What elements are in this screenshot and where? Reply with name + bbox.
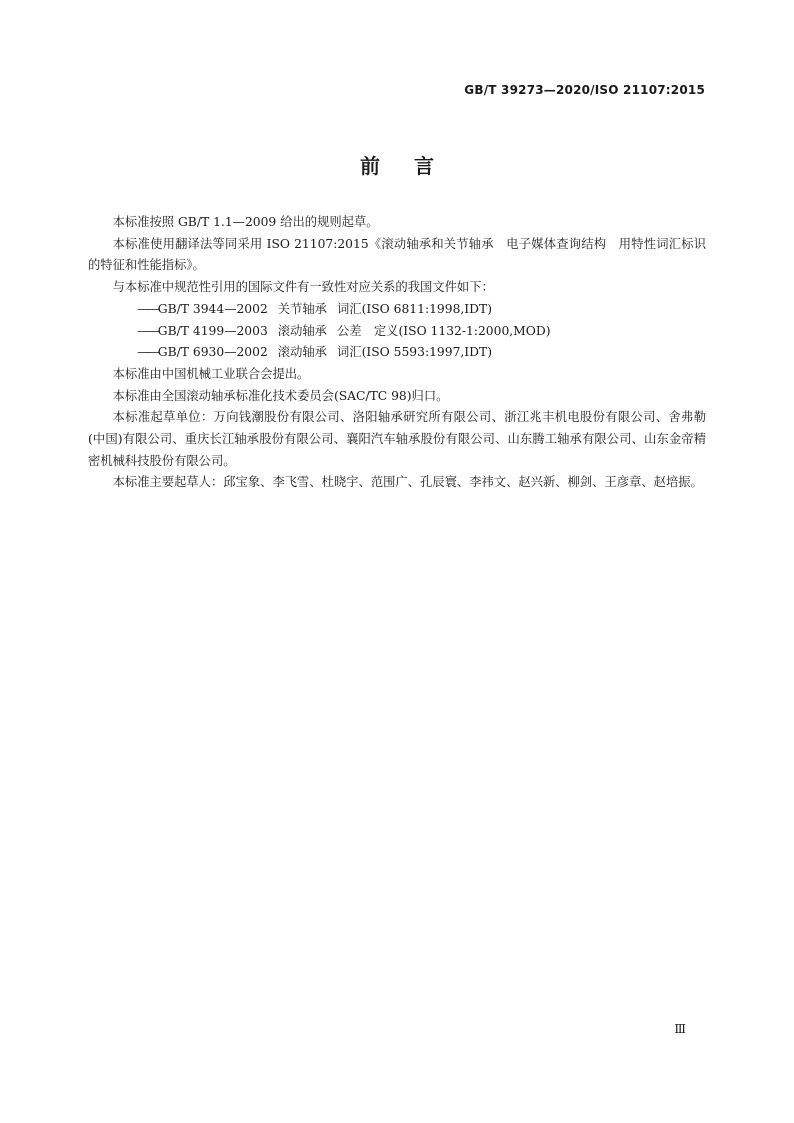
foreword-body: [88, 212, 706, 494]
reference-source: (ISO 6811:1998,IDT): [361, 301, 493, 316]
page-number: Ⅲ: [674, 1022, 686, 1036]
reference-dash: ——: [137, 301, 158, 316]
reference-source: (ISO 5593:1997,IDT): [361, 345, 493, 360]
reference-dash: ——: [137, 323, 158, 338]
reference-item: [88, 299, 706, 321]
reference-item: [88, 321, 706, 343]
paragraph-proposer: 本标准由中国机械工业联合会提出。: [112, 366, 310, 381]
reference-dash: ——: [137, 345, 158, 360]
paragraph-drafting-rules: 本标准按照 GB/T 1.1—2009 给出的规则起草。: [112, 215, 379, 229]
page-title: 前言: [360, 154, 468, 178]
reference-title-a: 关节轴承: [277, 301, 327, 316]
paragraph-drafters: 本标准主要起草人：邱宝象、李飞雪、杜晓宇、范围广、孔辰寰、李祎文、赵兴新、柳剑、王彦章、赵培振。: [112, 475, 703, 490]
paragraph-drafting-units: 本标准起草单位：万向钱潮股份有限公司、洛阳轴承研究所有限公司、浙江兆丰机电股份有限公司、舍弗勒(中国)有限公司、重庆长江轴承股份有限公司、襄阳汽车轴承股份有限公司、山东腾工轴承有限公司、山东金帝精密机械科技股份有限公司。: [88, 410, 706, 468]
paragraph-adoption: 本标准使用翻译法等同采用 ISO 21107:2015《滚动轴承和关节轴承 电子媒体查询结构 用特性词汇标识的特征和性能指标》。: [88, 236, 706, 273]
reference-code: GB/T 6930—2002: [157, 345, 268, 360]
reference-code: GB/T 3944—2002: [157, 301, 268, 316]
reference-title-b: 词汇: [336, 301, 362, 316]
paragraph-reference-intro: 与本标准中规范性引用的国际文件有一致性对应关系的我国文件如下：: [112, 280, 494, 295]
reference-title-b: 公差 定义: [336, 323, 399, 338]
reference-code: GB/T 4199—2003: [157, 323, 268, 338]
reference-source: (ISO 1132-1:2000,MOD): [398, 323, 551, 338]
reference-item: [88, 342, 706, 364]
reference-title-a: 滚动轴承: [277, 345, 327, 360]
paragraph-administrator: 本标准由全国滚动轴承标准化技术委员会(SAC/TC 98)归口。: [112, 388, 449, 403]
reference-title-a: 滚动轴承: [277, 323, 327, 338]
standard-code-header: GB/T 39273—2020/ISO 21107:2015: [464, 83, 705, 97]
reference-title-b: 词汇: [336, 345, 362, 360]
